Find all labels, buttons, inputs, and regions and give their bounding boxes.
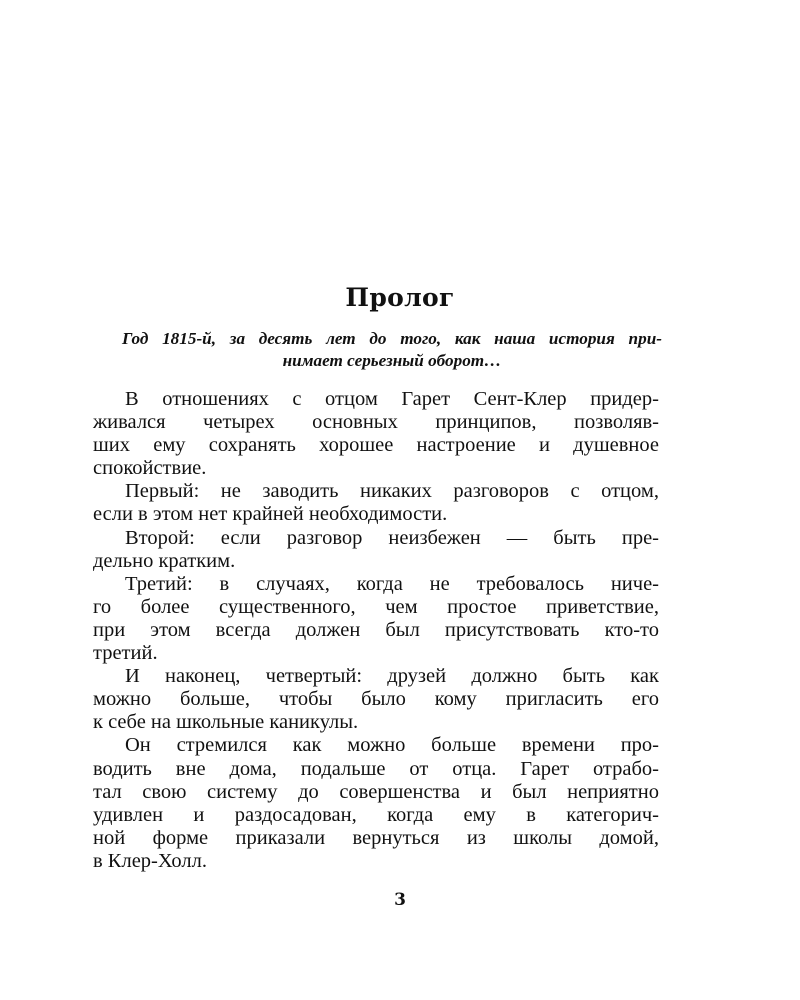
body-text xyxy=(93,388,659,873)
text-line: Третий: в случаях, когда не требовалось ниче- xyxy=(125,572,659,595)
epigraph xyxy=(122,328,662,372)
text-line: В отношениях с отцом Гарет Сент-Клер придер- xyxy=(125,388,659,410)
epigraph-line: нимает серьезный оборот… xyxy=(282,351,502,370)
page-number: 3 xyxy=(394,890,406,910)
text-line: третий. xyxy=(93,642,158,665)
text-line: при этом всегда должен был присутствовать кто-то xyxy=(93,618,659,641)
text-line: спокойствие. xyxy=(93,457,207,480)
text-line: ной форме приказали вернуться из школы домой, xyxy=(93,826,659,849)
text-line: удивлен и раздосадован, когда ему в категорич- xyxy=(93,803,659,826)
text-line: водить вне дома, подальше от отца. Гарет отрабо- xyxy=(93,757,659,780)
paragraph xyxy=(93,573,659,665)
paragraph xyxy=(93,665,659,734)
text-line: тал свою систему до совершенства и был неприятно xyxy=(93,780,659,803)
text-line: если в этом нет крайней необходимости. xyxy=(93,503,448,526)
chapter-title: Пролог xyxy=(345,283,455,312)
text-line: живался четырех основных принципов, позволяв- xyxy=(93,411,659,434)
text-line: Первый: не заводить никаких разговоров с отцом, xyxy=(125,480,659,503)
text-line: в Клер-Холл. xyxy=(93,849,207,872)
text-line: дельно кратким. xyxy=(93,549,236,572)
text-line: к себе на школьные каникулы. xyxy=(93,711,359,734)
paragraph xyxy=(93,388,659,480)
text-line: И наконец, четвертый: друзей должно быть как xyxy=(125,665,659,688)
text-line: ших ему сохранять хорошее настроение и душевное xyxy=(93,434,659,457)
text-line: можно больше, чтобы было кому пригласить его xyxy=(93,688,659,711)
paragraph xyxy=(93,734,659,873)
text-line: Он стремился как можно больше времени про- xyxy=(125,734,659,757)
epigraph-line: Год 1815-й, за десять лет до того, как наша история при- xyxy=(122,329,662,348)
paragraph xyxy=(93,480,659,526)
paragraph xyxy=(93,527,659,573)
text-line: Второй: если разговор неизбежен — быть пре- xyxy=(125,526,659,549)
text-line: го более существенного, чем простое приветствие, xyxy=(93,595,659,618)
